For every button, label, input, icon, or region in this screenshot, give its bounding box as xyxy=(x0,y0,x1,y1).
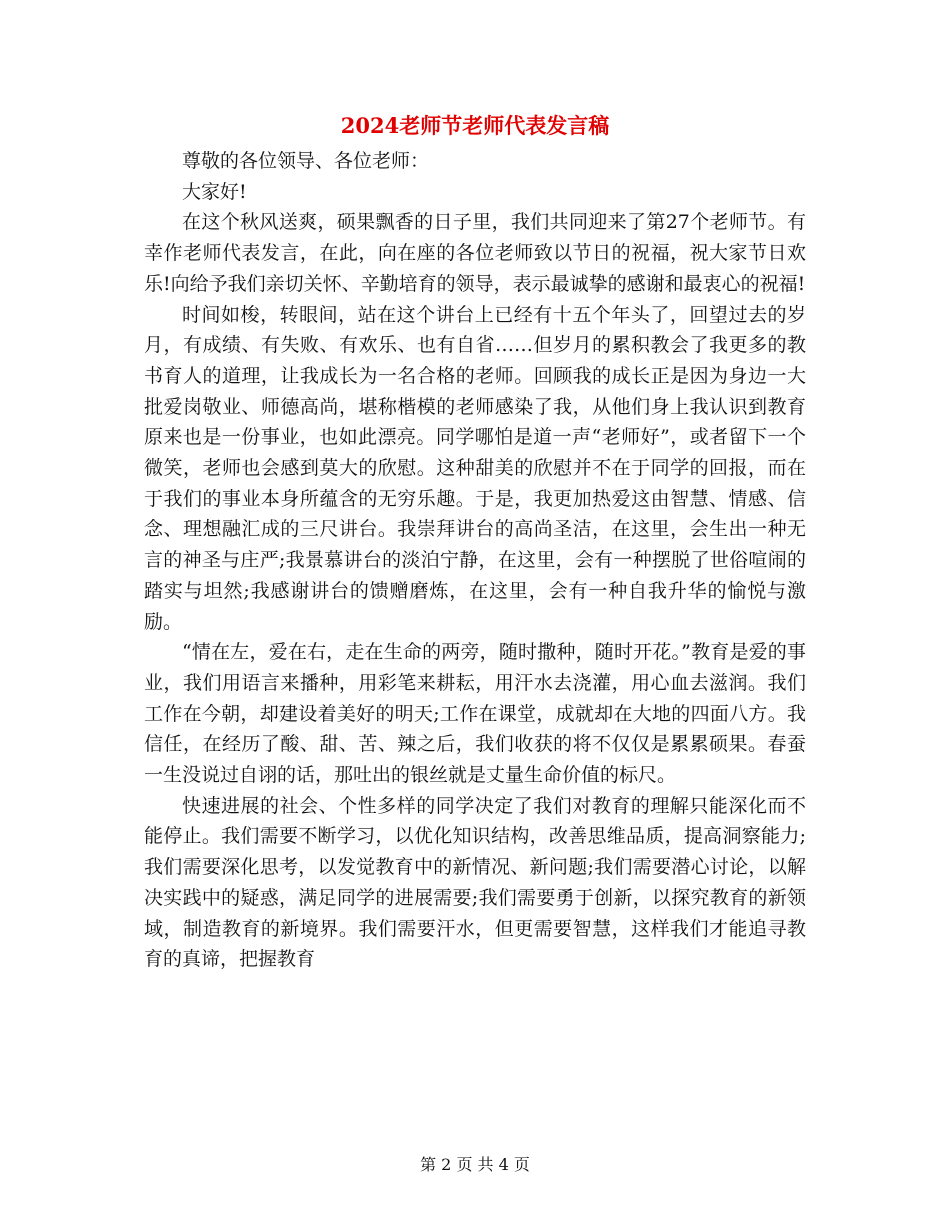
greeting: 大家好! xyxy=(182,180,247,203)
document-title: 2024老师节老师代表发言稿 xyxy=(340,113,610,138)
body-paragraph: 时间如梭，转眼间，站在这个讲台上已经有十五个年头了，回望过去的岁月，有成绩、有失败、有欢乐、也有自省……但岁月的累积教会了我更多的教书育人的道理，让我成长为一名合格的老师。回顾我的成长正是因为身边一大批爱岗敬业、师德高尚，堪称楷模的老师感染了我，从他们身上我认识到教育原来也是一份事业，也如此漂亮。同学哪怕是道一声“老师好”，或者留下一个微笑，老师也会感到莫大的欣慰。这种甜美的欣慰并不在于同学的回报，而在于我们的事业本身所蕴含的无穷乐趣。于是，我更加热爱这由智慧、情感、信念、理想融汇成的三尺讲台。我崇拜讲台的高尚圣洁，在这里，会生出一种无言的神圣与庄严;我景慕讲台的淡泊宁静，在这里，会有一种摆脱了世俗喧闹的踏实与坦然;我感谢讲台的馈赠磨炼，在这里，会有一种自我升华的愉悦与激励。 xyxy=(144,303,806,633)
body-paragraph: “情在左，爱在右，走在生命的两旁，随时撒种，随时开花。”教育是爱的事业，我们用语言来播种，用彩笔来耕耘，用汗水去浇灌，用心血去滋润。我们工作在今朝，却建设着美好的明天;工作在课堂，成就却在大地的四面八方。我信任，在经历了酸、甜、苦、辣之后，我们收获的将不仅仅是累累硕果。春蚕一生没说过自诩的话，那吐出的银丝就是丈量生命价值的标尺。 xyxy=(144,641,806,787)
page-number-footer: 第 2 页 共 4 页 xyxy=(420,1155,530,1174)
document-body xyxy=(144,146,806,975)
salutation: 尊敬的各位领导、各位老师： xyxy=(182,150,430,172)
body-paragraph: 快速进展的社会、个性多样的同学决定了我们对教育的理解只能深化而不能停止。我们需要不断学习，以优化知识结构，改善思维品质，提高洞察能力;我们需要深化思考，以发觉教育中的新情况、新问题;我们需要潜心讨论，以解决实践中的疑惑，满足同学的进展需要;我们需要勇于创新，以探究教育的新领域，制造教育的新境界。我们需要汗水，但更需要智慧，这样我们才能追寻教育的真谛，把握教育 xyxy=(144,794,806,971)
body-paragraph: 在这个秋风送爽，硕果飘香的日子里，我们共同迎来了第27个老师节。有幸作老师代表发言，在此，向在座的各位老师致以节日的祝福，祝大家节日欢乐!向给予我们亲切关怀、辛勤培育的领导，表示最诚挚的感谢和最衷心的祝福! xyxy=(144,211,806,295)
